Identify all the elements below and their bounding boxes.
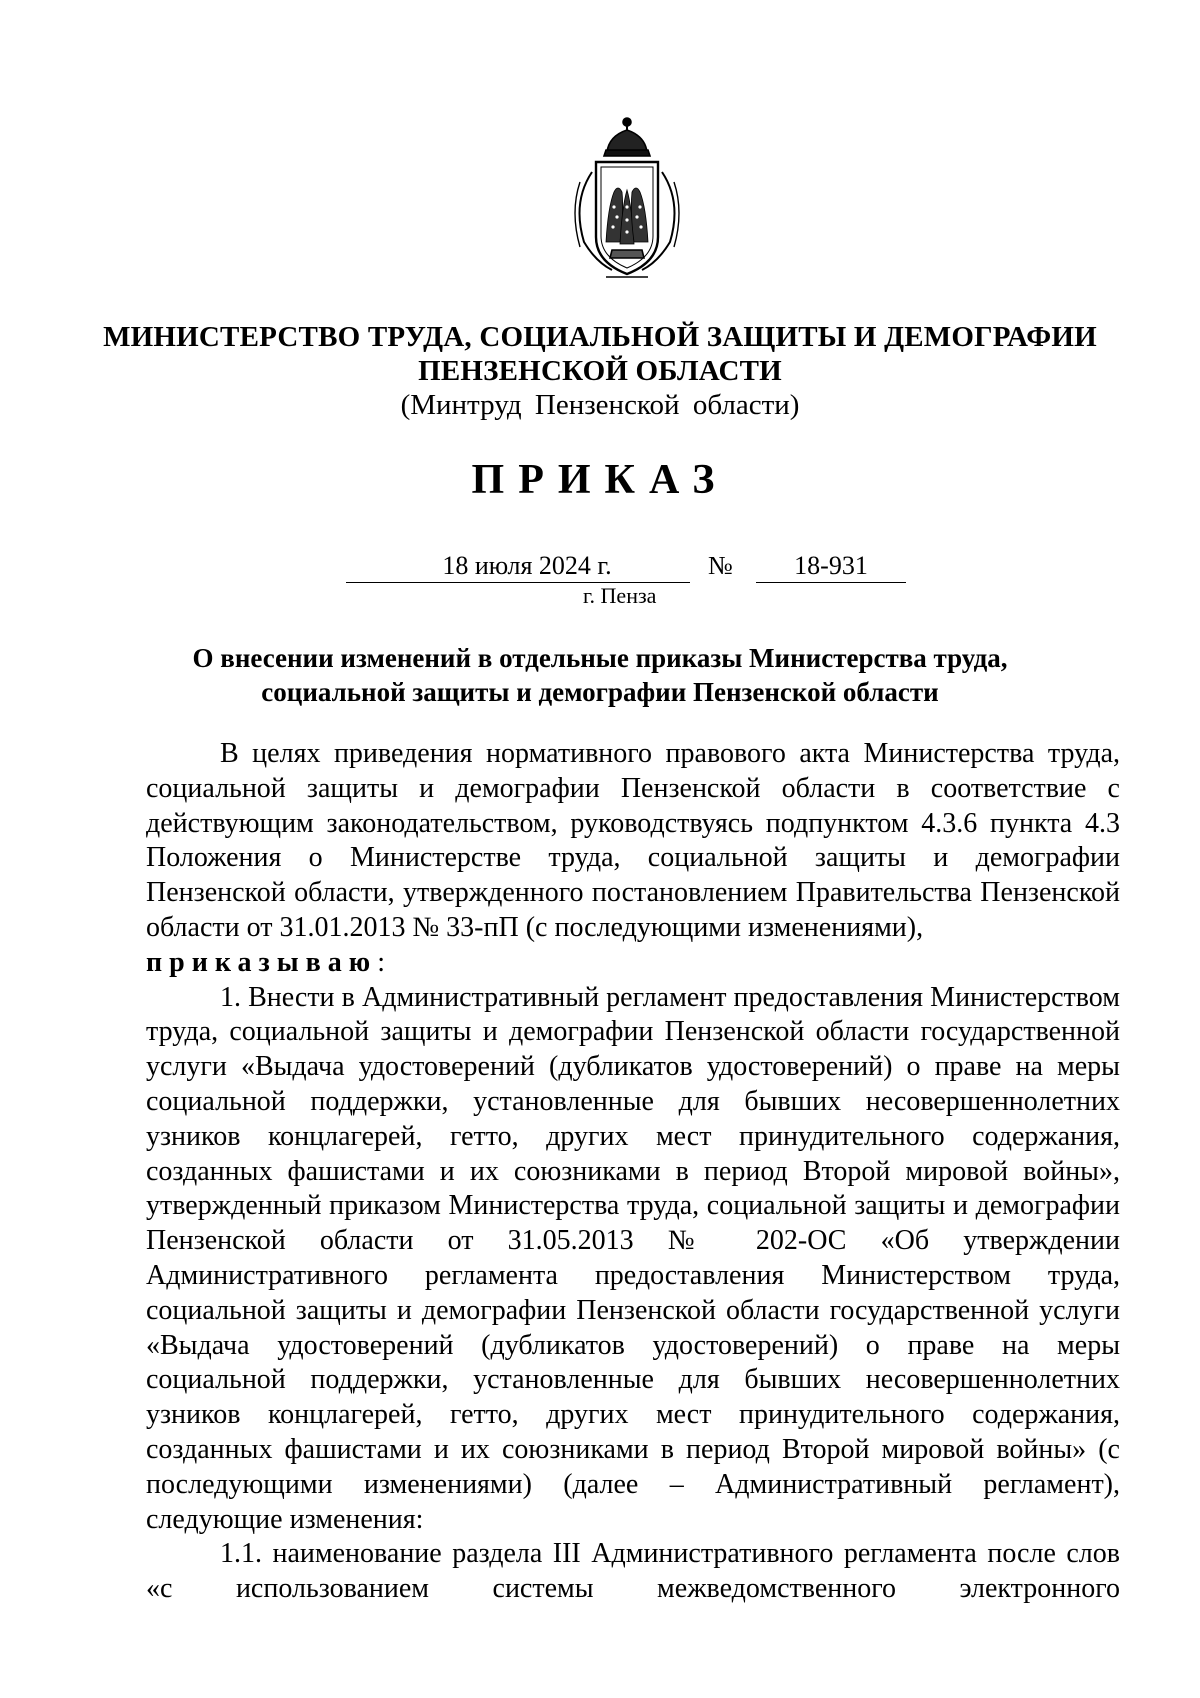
order-colon: : [377, 946, 385, 978]
ministry-name-line1: МИНИСТЕРСТВО ТРУДА, СОЦИАЛЬНОЙ ЗАЩИТЫ И ДЕМОГРАФИИ [103, 321, 1097, 353]
city-name: г. Пенза [583, 583, 657, 608]
order-word: приказываю [146, 946, 378, 978]
order-date: 18 июля 2024 г. [346, 550, 690, 583]
item-1-paragraph: 1. Внести в Административный регламент предоставления Министерством труда, социальной защиты и демографии Пензенской области государственной услуги «Выдача удостоверений (дубликатов удостоверений) о праве на меры социальной поддержки, установленные для бывших несовершеннолетних узников концлагерей, гетто, других мест принудительного содержания, созданных фашистами и их союзниками в период Второй мировой войны», утвержденный приказом Министерства труда, социальной защиты и демографии Пензенской области от 31.05.2013 № 202-ОС «Об утверждении Административного регламента предоставления Министерством труда, социальной защиты и демографии Пензенской области государственной услуги «Выдача удостоверений (дубликатов удостоверений) о праве на меры социальной поддержки, установленные для бывших несовершеннолетних узников концлагерей, гетто, других мест принудительного содержания, созданных фашистами и их союзниками в период Второй мировой войны» (с последующими изменениями) (далее – Административный регламент), следующие изменения: [146, 981, 1120, 1535]
ministry-name-line2: ПЕНЗЕНСКОЙ ОБЛАСТИ [418, 355, 782, 387]
item-1-1-paragraph: 1.1. наименование раздела III Административного регламента после слов «с использованием системы межведомственного электронного [146, 1538, 1120, 1605]
order-number: 18-931 [756, 550, 906, 583]
number-sign: № [708, 551, 733, 580]
coat-of-arms-emblem [562, 112, 692, 284]
preamble-paragraph: В целях приведения нормативного правового акта Министерства труда, социальной защиты и демографии Пензенской области в соответствие с действующим законодательством, руководствуясь подпунктом 4.3.6 пункта 4.3 Положения о Министерстве труда, социальной защиты и демографии Пензенской области, утвержденного постановлением Правительства Пензенской области от 31.01.2013 № 33-пП (с последующими изменениями), [146, 738, 1120, 943]
ministry-short-name: (Минтруд Пензенской области) [400, 389, 800, 421]
subject-line2: социальной защиты и демографии Пензенской области [261, 677, 939, 707]
subject-line1: О внесении изменений в отдельные приказы Министерства труда, [192, 643, 1008, 673]
order-directive [146, 946, 1120, 981]
document-body [146, 737, 1120, 1607]
document-type-title: ПРИКАЗ [471, 457, 729, 503]
